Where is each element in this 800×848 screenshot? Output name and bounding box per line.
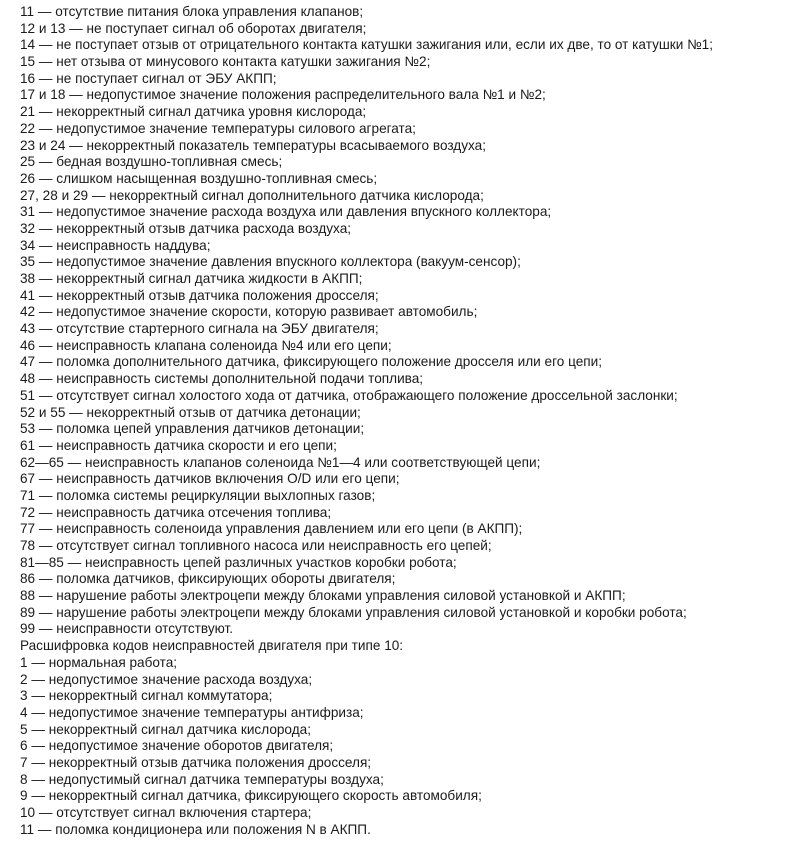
code-line: 31 — недопустимое значение расхода воздуха или давления впускного коллектора; bbox=[20, 204, 552, 220]
code-line: 8 — недопустимый сигнал датчика температуры воздуха; bbox=[20, 771, 384, 787]
code-line: 12 и 13 — не поступает сигнал об оборотах двигателя; bbox=[20, 20, 367, 36]
code-line: 77 — неисправность соленоида управления давлением или его цепи (в АКПП); bbox=[20, 521, 523, 537]
code-line: 52 и 55 — некорректный отзыв от датчика детонации; bbox=[20, 404, 361, 420]
code-line: 99 — неисправности отсутствуют. bbox=[20, 621, 234, 637]
code-line: 78 — отсутствует сигнал топливного насоса или неисправность его цепей; bbox=[20, 538, 492, 553]
code-line: 23 и 24 — некорректный показатель температуры всасываемого воздуха; bbox=[20, 137, 487, 153]
code-line: 88 — нарушение работы электроцепи между блоками управления силовой установкой и АКПП; bbox=[20, 588, 626, 604]
code-line: 4 — недопустимое значение температуры антифриза; bbox=[20, 704, 364, 720]
code-line: 15 — нет отзыва от минусового контакта катушки зажигания №2; bbox=[20, 54, 431, 70]
code-line: 25 — бедная воздушно-топливная смесь; bbox=[20, 154, 283, 170]
code-line: 61 — неисправность датчика скорости и его цепи; bbox=[20, 437, 337, 453]
code-line: 51 — отсутствует сигнал холостого хода от датчика, отображающего положение дроссельной заслонки; bbox=[20, 387, 678, 403]
code-line: 26 — слишком насыщенная воздушно-топливная смесь; bbox=[20, 170, 378, 186]
code-line: 11 — поломка кондиционера или положения N в АКПП. bbox=[20, 821, 371, 837]
code-line: 62—65 — неисправность клапанов соленоида №1—4 или соответствующей цепи; bbox=[20, 454, 541, 470]
code-line: 41 — некорректный отзыв датчика положения дросселя; bbox=[20, 287, 379, 303]
code-line: 67 — неисправность датчиков включения O/D или его цепи; bbox=[20, 471, 400, 487]
code-line: 22 — недопустимое значение температуры силового агрегата; bbox=[20, 120, 416, 136]
code-line: 46 — неисправность клапана соленоида №4 или его цепи; bbox=[20, 337, 392, 353]
code-line: 47 — поломка дополнительного датчика, фиксирующего положение дросселя или его цепи; bbox=[20, 354, 602, 370]
code-line: 11 — отсутствие питания блока управления клапанов; bbox=[20, 4, 364, 19]
code-line: 2 — недопустимое значение расхода воздуха; bbox=[20, 671, 313, 687]
code-line: 9 — некорректный сигнал датчика, фиксирующего скорость автомобиля; bbox=[20, 788, 482, 804]
code-line: 38 — некорректный сигнал датчика жидкости в АКПП; bbox=[20, 271, 363, 286]
code-line: 3 — некорректный сигнал коммутатора; bbox=[20, 688, 273, 704]
code-line: 1 — нормальная работа; bbox=[20, 654, 178, 670]
code-line: 71 — поломка системы рециркуляции выхлопных газов; bbox=[20, 487, 376, 503]
code-line: 7 — некорректный отзыв датчика положения дросселя; bbox=[20, 754, 372, 770]
code-line: 89 — нарушение работы электроцепи между блоками управления силовой установкой и коробки робота; bbox=[20, 604, 687, 620]
code-line: 43 — отсутствие стартерного сигнала на ЭБУ двигателя; bbox=[20, 321, 379, 337]
code-line: 53 — поломка цепей управления датчиков детонации; bbox=[20, 421, 365, 437]
code-line: 72 — неисправность датчика отсечения топлива; bbox=[20, 504, 332, 520]
code-line: 32 — некорректный отзыв датчика расхода воздуха; bbox=[20, 220, 352, 236]
code-line: 81—85 — неисправность цепей различных участков коробки робота; bbox=[20, 554, 457, 570]
code-line: 14 — не поступает отзыв от отрицательного контакта катушки зажигания или, если их две, то от катушки №1; bbox=[20, 37, 714, 53]
code-line: 5 — некорректный сигнал датчика кислорода; bbox=[20, 721, 311, 737]
section-heading: Расшифровка кодов неисправностей двигателя при типе 10: bbox=[20, 638, 404, 654]
code-line: 16 — не поступает сигнал от ЭБУ АКПП; bbox=[20, 70, 277, 86]
code-line: 10 — отсутствует сигнал включения стартера; bbox=[20, 805, 312, 820]
error-code-list bbox=[20, 4, 796, 838]
code-line: 35 — недопустимое значение давления впускного коллектора (вакуум-сенсор); bbox=[20, 254, 521, 270]
code-line: 27, 28 и 29 — некорректный сигнал дополнительного датчика кислорода; bbox=[20, 187, 484, 203]
code-line: 34 — неисправность наддува; bbox=[20, 237, 211, 253]
code-line: 86 — поломка датчиков, фиксирующих обороты двигателя; bbox=[20, 571, 396, 587]
code-line: 42 — недопустимое значение скорости, которую развивает автомобиль; bbox=[20, 304, 478, 320]
code-line: 21 — некорректный сигнал датчика уровня кислорода; bbox=[20, 104, 367, 120]
code-line: 17 и 18 — недопустимое значение положения распределительного вала №1 и №2; bbox=[20, 87, 546, 103]
code-line: 6 — недопустимое значение оборотов двигателя; bbox=[20, 738, 334, 754]
code-line: 48 — неисправность системы дополнительной подачи топлива; bbox=[20, 371, 424, 387]
